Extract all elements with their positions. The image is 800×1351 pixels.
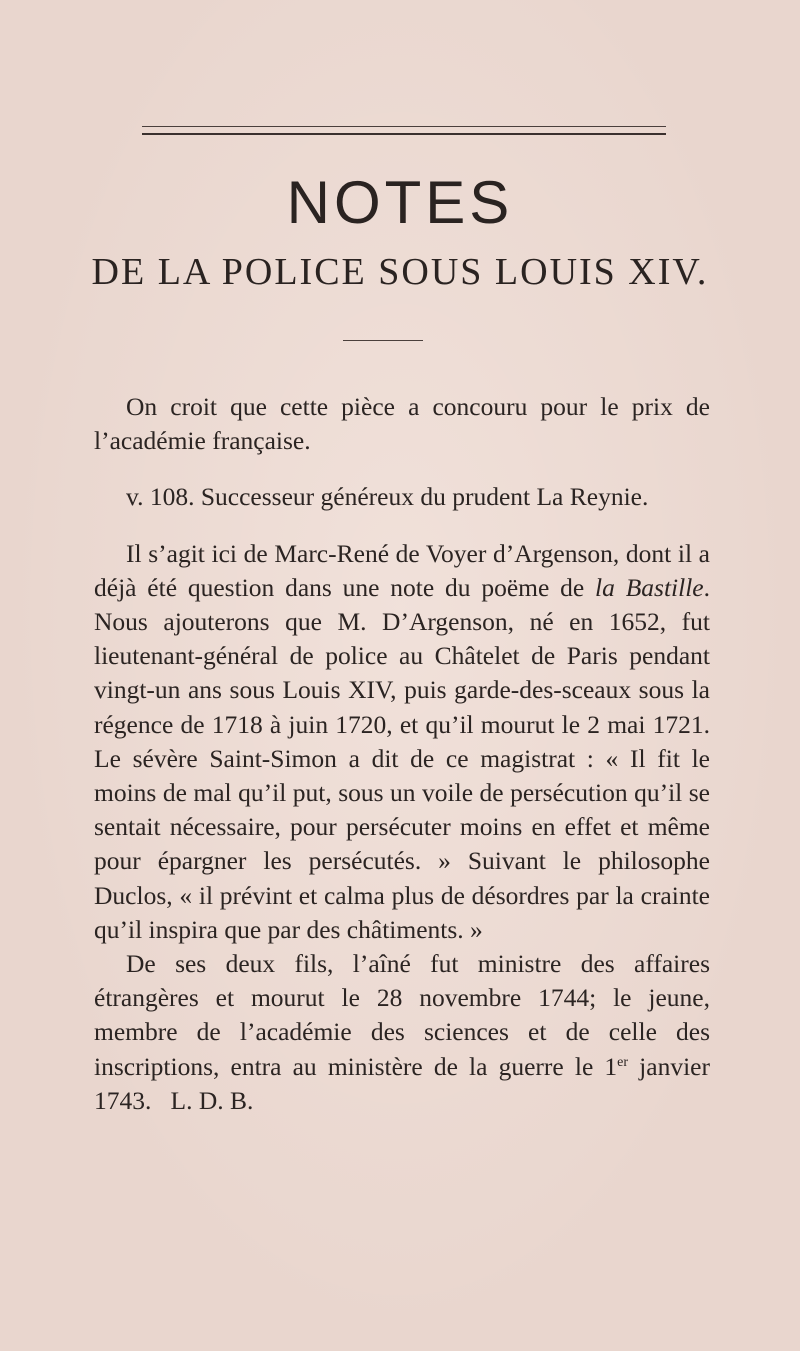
verse-reference-note: v. 108. Successeur généreux du prudent La Reynie. bbox=[126, 482, 649, 512]
note-text-3a: Il s’agit ici de Marc-René de Voyer d’Argenson, dont il a déjà été question dans une note du poëme de bbox=[94, 538, 710, 602]
note-text-1: On croit que cette pièce a concouru pour le prix de l’académie française. bbox=[94, 392, 710, 456]
note-paragraph-3 bbox=[94, 537, 710, 947]
ordinal-superscript: er bbox=[617, 1054, 629, 1070]
page-subtitle: DE LA POLICE SOUS LOUIS XIV. bbox=[91, 251, 709, 293]
note-text-3b: . Nous ajouterons que M. D’Argenson, né en 1652, fut lieutenant-général de police au Châtelet de Paris pendant vingt-un ans sous Louis XIV, puis garde-des-sceaux sous la régence de 1718 à juin 1720, et qu’il mourut le 2 mai 1721. Le sévère Saint-Simon a dit de ce magistrat : « Il fit le moins de mal qu’il put, sous un voile de persécution qu’il se sentait nécessaire, pour persécuter moins en effet et même pour épargner les persécutés. » Suivant le philosophe Duclos, « il prévint et calma plus de désordres par la crainte qu’il inspira que par des châtiments. » bbox=[94, 572, 710, 944]
note-paragraph-1 bbox=[94, 390, 710, 458]
section-divider bbox=[343, 340, 423, 341]
note-text-4b: janvier 1743. bbox=[94, 1051, 710, 1115]
note-paragraph-4 bbox=[94, 947, 710, 1118]
note-paragraph-2 bbox=[94, 480, 710, 514]
note-text-4a: De ses deux fils, l’aîné fut ministre des affaires étrangères et mourut le 28 novembre 1744; le jeune, membre de l’académie des sciences et de celle des inscriptions, entra au ministère de la guerre le 1 bbox=[94, 949, 710, 1081]
author-signature: L. D. B. bbox=[170, 1085, 254, 1115]
notes-body bbox=[94, 390, 710, 1118]
top-double-rule bbox=[142, 126, 666, 135]
page-title: NOTES bbox=[286, 169, 514, 236]
poem-title-italic: la Bastille bbox=[595, 572, 704, 602]
